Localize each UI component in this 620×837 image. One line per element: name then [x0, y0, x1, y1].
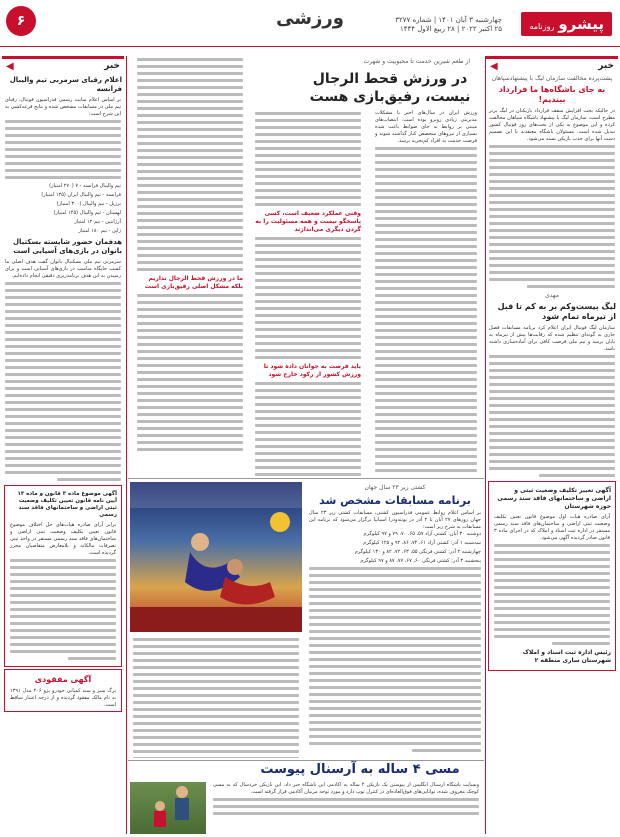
headline: لیگ بیست‌وکم بر به کم تا قبل از تیرماه تمام شود: [497, 302, 616, 321]
result-item: فرانسه - تیم والیبال ایران (۱۳۵ امتیاز): [41, 192, 121, 198]
wrestlers-illustration: [130, 482, 302, 632]
headline: برنامه مسابقات مشخص شد: [319, 494, 471, 507]
notice-title: آگهی موضوع ماده ۳ قانون و ماده ۱۳ آیین نامه قانون تعیین تکلیف وضعیت ثبتی اراضی و ساختمانهای فاقد سند رسمی: [17, 491, 117, 518]
result-item: ژاپن - تیم ۱۸۰ امتیاز: [78, 228, 121, 234]
lost-body: برگ سبز و سند کمپانی خودرو پژو ۲۰۶ مدل ۱۳۹۱ به نام مالک مفقود گردیده و از درجه اعتبار ساقط است.: [10, 688, 116, 708]
article-body: سازمان لیگ فوتبال ایران اعلام کرد برنامه مسابقات فصل جاری به گونه‌ای تنظیم شده که رقابت‌ها پیش از تیرماه به پایان برسد و تیم ملی فرصت کافی برای آماده‌سازی داشته باشد.: [489, 325, 615, 352]
notice-title: آگهی تغییر تکلیف وضعیت ثبتی و اراضی و ساختمانهای فاقد سند رسمی حوزه شهرستان: [497, 487, 611, 510]
headline: به جای باشگاه‌ها ما فرارداد ببندیم!: [498, 85, 606, 104]
main-headline: در ورزش قحط الرجال نیست، رفیق‌بازی هست: [309, 71, 471, 105]
column-rule: [485, 56, 486, 834]
news-bar-left: [2, 56, 124, 73]
lost-title: آگهی مفقودی: [34, 675, 92, 684]
left-column: [2, 56, 124, 834]
section-rule: [128, 478, 484, 479]
kicker: از طعم شیرین خدمت تا محبوبیت و شهرت: [363, 58, 470, 65]
bar-title: خبر: [104, 61, 120, 71]
center-col-3: [134, 56, 246, 476]
right-column: [486, 56, 618, 834]
pull-quote: باید فرصت به جوانان داده شود تا ورزش کشور از رکود خارج شود: [263, 363, 361, 378]
legal-notice: [488, 481, 616, 671]
arrow-icon: ◀: [490, 60, 498, 72]
section-rule: [128, 760, 484, 761]
bar-title: خبر: [598, 61, 614, 71]
wrestling-photo: [130, 482, 302, 632]
text-lines: [489, 145, 615, 288]
headline: اعلام رقبای سرمربی تیم والیبال فرانسه: [9, 76, 122, 93]
result-item: لهستان - تیم والیبال (۱۴۵ امتیاز): [53, 210, 121, 216]
dateline: [395, 16, 502, 34]
result-item: تیم والیبال فرانسه - ۷ (۲۷۰ امتیاز): [49, 183, 121, 189]
wrestling-schedule-cont: [130, 636, 302, 758]
article-body: ورزش ایران در سال‌های اخیر با مشکلات مدیریتی زیادی روبرو بوده است. انتصاب‌های مبتنی بر روابط به جای ضوابط باعث شده بسیاری از نیروهای متخصص کنار گذاشته شوند و فرصت خدمت به افراد کم‌تجربه برسد.: [375, 110, 477, 144]
news-bar-right: [486, 56, 618, 73]
bottom-headline: مسی ۴ ساله به آرسنال پیوست: [260, 762, 460, 777]
article-body: بر اساس اعلام روابط عمومی فدراسیون کشتی، مسابقات کشتی زیر ۲۳ سال جهان روزهای ۲۷ آبان تا ۲ آذر در پونته‌ودرا اسپانیا برگزار می‌شود که برنامه این مسابقات به شرح زیر است:: [309, 510, 481, 530]
center-col-2: [252, 110, 364, 476]
article-body: سرمربی تیم ملی بسکتبال بانوان گفت هدف اصلی ما کسب جایگاه مناسب در بازی‌های آسیایی است و برای رسیدن به این هدف برنامه‌ریزی دقیقی انجام داده‌ایم.: [5, 259, 121, 279]
notice-body: برابر آرای صادره هیات‌های حل اختلاف موضوع قانون تعیین تکلیف وضعیت ثبتی اراضی و ساختمان‌های فاقد سند رسمی مستقر در واحد ثبتی تصرفات مالکانه و بلامعارض متقاضیان محرز گردیده است.: [10, 522, 116, 556]
schedule-item: چهارشنبه ۲ آذر: کشتی فرنگی ۵۵، ۶۳، ۷۲، ۸۲ و ۱۳۰ کیلوگرم: [354, 549, 481, 555]
headline: هدفمان حضور شایسته بسکتبال بانوان در بازی‌های آسیایی است: [12, 238, 122, 255]
result-item: برزیل - تیم والیبال (۳۰۰ امتیاز): [56, 201, 121, 207]
brand-sub: روزنامه: [529, 22, 555, 31]
page-number: ۶: [6, 6, 36, 36]
schedule-item: دوشنبه ۳۰ آبان: کشتی آزاد ۵۷، ۶۵، ۷۰، ۷۹ و ۹۷ کیلوگرم: [363, 531, 481, 537]
notice-body: آرای صادره هیات اول موضوع قانون تعیین تکلیف وضعیت ثبتی اراضی و ساختمان‌های فاقد سند رسمی مستقر در اداره ثبت اسناد و املاک که در اجرای ماده ۳ قانون صادر گردیده آگهی می‌شود.: [494, 514, 610, 541]
result-item: آرژانتین - تیم ۱۲ امتیاز: [74, 219, 121, 225]
article-body: بر اساس اعلام سایت رسمی فدراسیون فوتبال، رقبای تیم ملی در مسابقات مشخص شده و نتایج قرعه‌کشی به این شرح است:: [5, 97, 121, 117]
wrestling-article: [306, 482, 484, 757]
schedule-item: پنجشنبه ۳ آذر: کشتی فرنگی ۶۰، ۶۷، ۷۷، ۸۷ و ۹۷ کیلوگرم: [360, 558, 481, 564]
schedule-item: سه‌شنبه ۱ آذر: کشتی آزاد ۶۱، ۷۴، ۸۶، ۹۲ و ۱۲۵ کیلوگرم: [363, 540, 481, 546]
brand-logo: [521, 12, 612, 36]
arrow-icon: ◀: [6, 60, 14, 72]
lost-notice: [4, 669, 122, 712]
schedule-list: [306, 531, 484, 565]
text-lines: [489, 355, 615, 477]
kicker: کشتی زیر ۲۳ سال جهان: [364, 484, 426, 491]
article-body: در حالیکه بحث افزایش سقف قرارداد بازیکنان در لیگ برتر مطرح است، سازمان لیگ با پیشنهاد باشگاه سپاهان مخالفت کرده و این موضوع به یکی از بحث‌های روز فوتبال کشور تبدیل شده است. مسئولان باشگاه معتقدند با این تصمیم دست آنها برای جذب بازیکن بسته می‌شود.: [489, 108, 615, 142]
pull-quote: وقتی عملکرد ضعیف است، کسی پاسخگو نیست و همه مسئولیت را به گردن دیگری می‌اندازند: [255, 210, 361, 233]
legal-notice: [4, 485, 122, 667]
section-title: ورزشی: [276, 8, 344, 29]
players-illustration: [130, 782, 206, 834]
pull-quote: ما در ورزش قحط الرجال نداریم بلکه مشکل اصلی رفیق‌بازی است: [144, 275, 243, 290]
bottom-article-body: [210, 782, 482, 834]
masthead: [0, 0, 620, 47]
bottom-photo: [130, 782, 206, 834]
kicker: پشت‌پرده مخالفت سازمان لیگ با پیشنهادسپاهان: [491, 75, 613, 82]
date-en: ۲۵ اکتبر ۲۰۲۲ | ۲۸ ربیع الاول ۱۴۴۴: [399, 25, 502, 33]
article-body: وبسایت باشگاه آرسنال انگلیس از پیوستن یک بازیکن ۴ ساله به آکادمی این باشگاه خبر داد. این بازیکن خردسال که به مسی کوچک معروف شده، توانایی‌های فوق‌العاده‌ای در کنترل توپ دارد و مورد توجه مربیان آکادمی قرار گرفته است.: [213, 782, 479, 795]
date-fa: چهارشنبه ۳ آبان ۱۴۰۱ | شماره ۳۲۷۷: [395, 16, 502, 24]
results-list: [2, 183, 124, 235]
center-col-1: [372, 110, 480, 476]
brand-name: پیشرو: [558, 15, 604, 33]
column-rule: [126, 56, 127, 834]
notice-footer: رئیس اداره ثبت اسناد و املاک شهرستان ساری منطقه ۲: [522, 649, 611, 664]
kicker: مهدی‌: [545, 292, 559, 299]
